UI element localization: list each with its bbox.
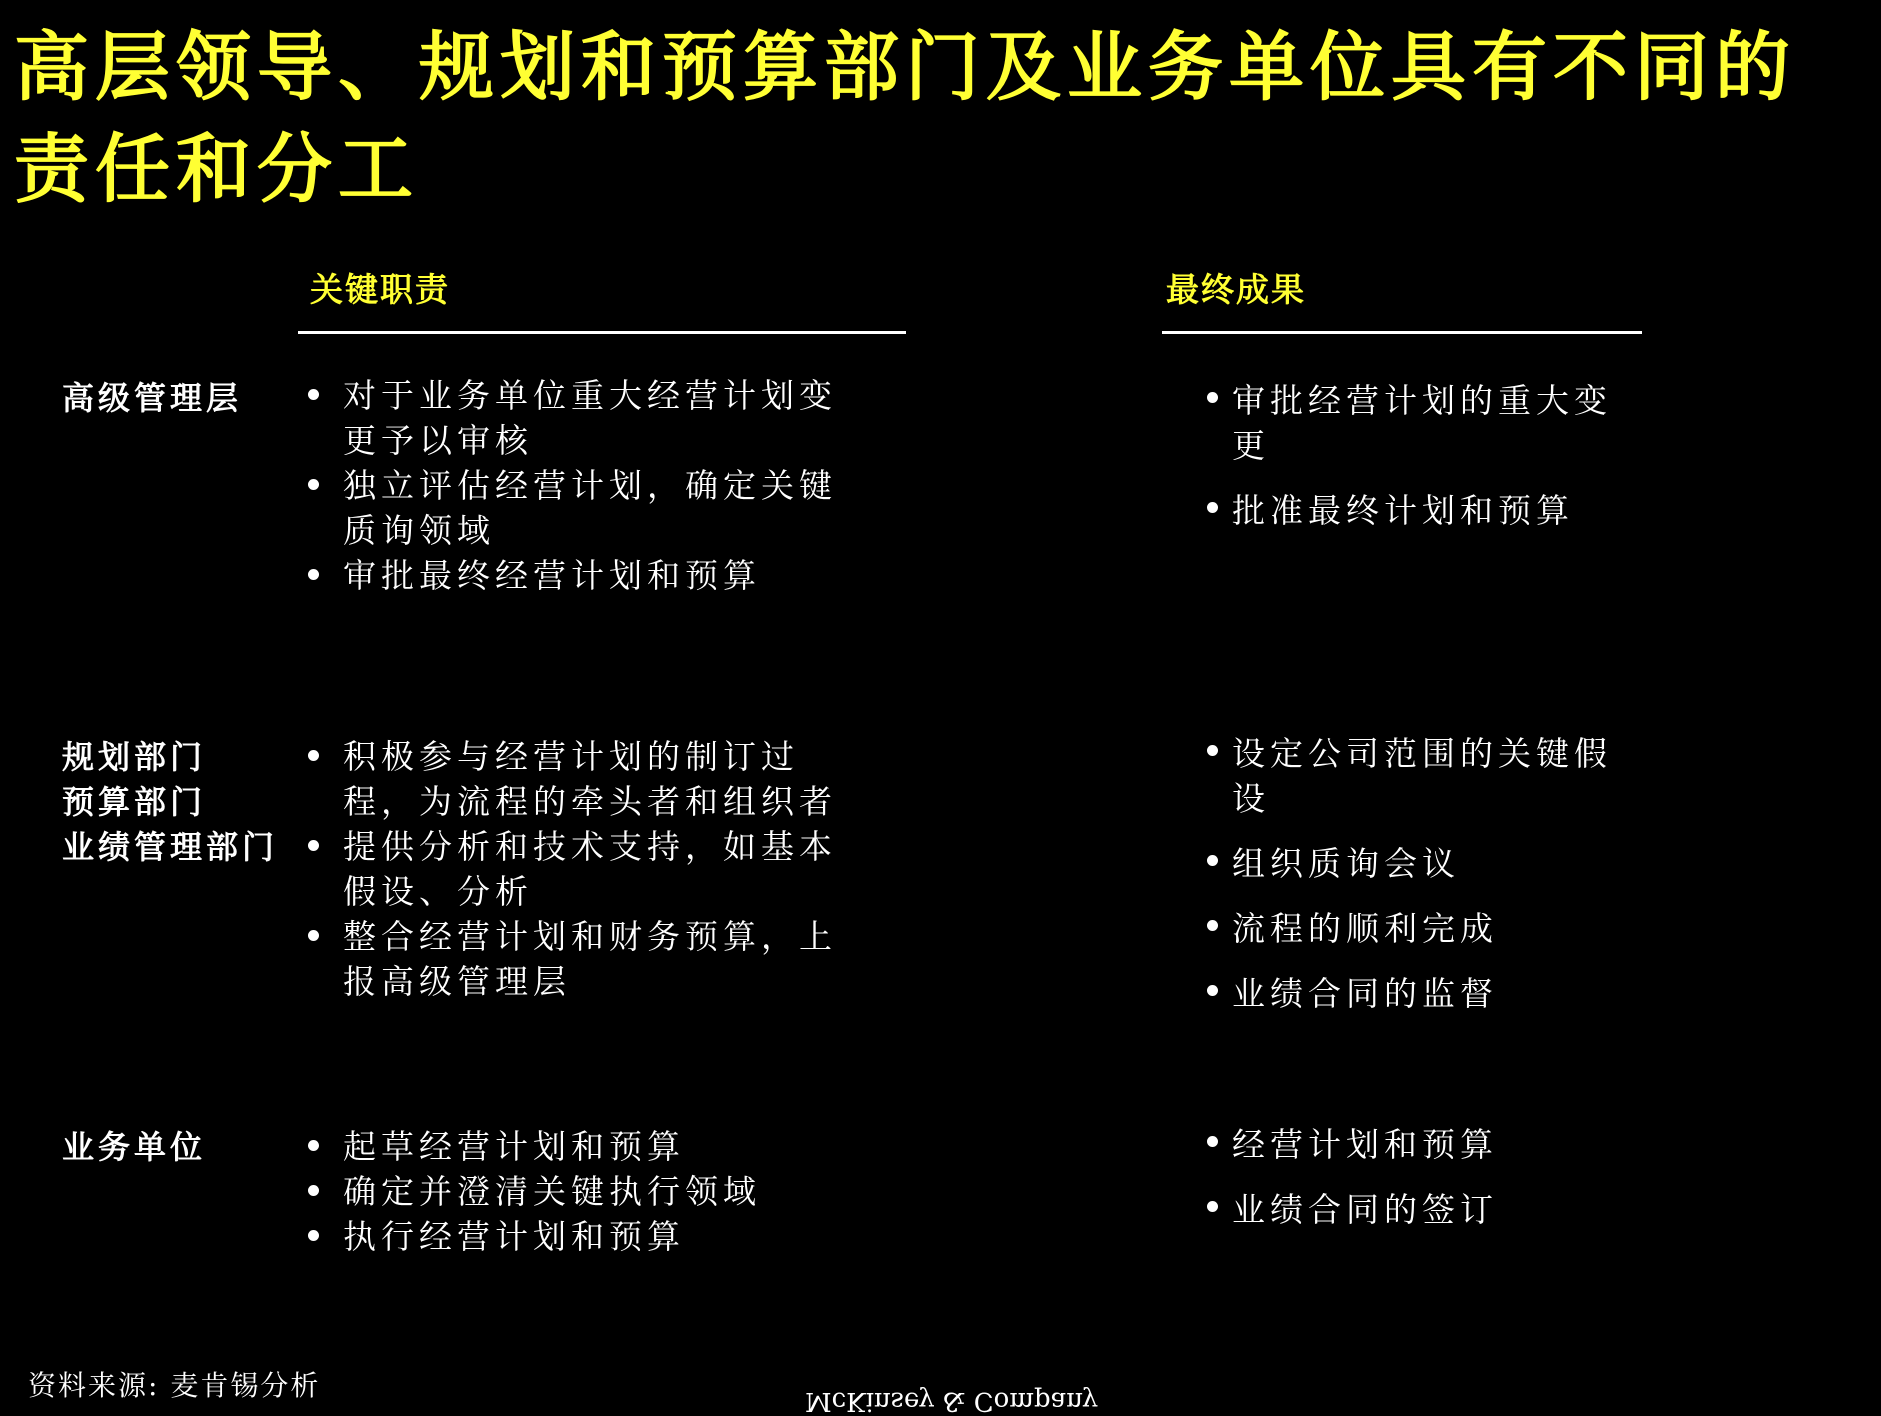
list-item-text: 业绩合同的监督	[1232, 974, 1498, 1013]
list-item	[1201, 731, 1631, 821]
list-item	[305, 914, 865, 1004]
list-item	[305, 1169, 865, 1214]
bullet-icon	[1207, 1201, 1218, 1212]
list-item-text: 起草经营计划和预算	[343, 1127, 685, 1166]
column-header-outcomes: 最终成果	[1166, 270, 1306, 309]
list-item	[305, 373, 865, 463]
company-logo: McKinsey & Company	[805, 1386, 1098, 1416]
list-item	[305, 1214, 865, 1259]
bullet-icon	[1207, 985, 1218, 996]
list-item-text: 业绩合同的签订	[1232, 1190, 1498, 1229]
list-item-text: 流程的顺利完成	[1232, 909, 1498, 948]
row-label-senior-management	[62, 376, 242, 421]
bullet-icon	[308, 389, 319, 400]
list-item-text: 对于业务单位重大经营计划变更予以审核	[343, 376, 837, 460]
bullet-icon	[308, 1185, 319, 1196]
bullet-icon	[308, 750, 319, 761]
row-label-line: 业务单位	[62, 1128, 207, 1166]
responsibilities-list-business-units	[305, 1124, 865, 1259]
column-rule-outcomes	[1162, 331, 1642, 334]
row-label-business-units	[62, 1125, 206, 1170]
bullet-icon	[1207, 392, 1218, 403]
page-title: 高层领导、规划和预算部门及业务单位具有不同的责任和分工	[14, 23, 1797, 213]
bullet-icon	[1207, 502, 1218, 513]
list-item-text: 审批最终经营计划和预算	[343, 556, 761, 595]
list-item-text: 积极参与经营计划的制订过程，为流程的牵头者和组织者	[343, 737, 837, 821]
bullet-icon	[1207, 745, 1218, 756]
list-item-text: 提供分析和技术支持，如基本假设、分析	[343, 827, 837, 911]
list-item	[1201, 1187, 1631, 1232]
outcomes-list-senior-management	[1201, 378, 1631, 553]
row-label-line: 业绩管理部门	[62, 828, 279, 866]
bullet-icon	[308, 930, 319, 941]
list-item	[305, 734, 865, 824]
outcomes-list-business-units	[1201, 1122, 1631, 1252]
bullet-icon	[1207, 855, 1218, 866]
list-item-text: 组织质询会议	[1232, 844, 1460, 883]
bullet-icon	[308, 1140, 319, 1151]
list-item-text: 审批经营计划的重大变更	[1232, 381, 1612, 465]
list-item	[305, 463, 865, 553]
bullet-icon	[1207, 1136, 1218, 1147]
list-item-text: 整合经营计划和财务预算，上报高级管理层	[343, 917, 837, 1001]
list-item	[1201, 1122, 1631, 1167]
list-item-text: 执行经营计划和预算	[343, 1217, 685, 1256]
outcomes-list-planning-budget	[1201, 731, 1631, 1036]
row-label-line: 高级管理层	[62, 379, 243, 417]
column-rule-responsibilities	[298, 331, 906, 334]
row-label-planning-budget	[62, 735, 278, 870]
bullet-icon	[1207, 920, 1218, 931]
list-item	[1201, 488, 1631, 533]
bullet-icon	[308, 1230, 319, 1241]
list-item-text: 批准最终计划和预算	[1232, 491, 1574, 530]
list-item	[305, 553, 865, 598]
source-note: 资料来源: 麦肯锡分析	[28, 1369, 321, 1402]
bullet-icon	[308, 569, 319, 580]
row-label-line: 预算部门	[62, 783, 207, 821]
list-item	[1201, 971, 1631, 1016]
list-item	[305, 1124, 865, 1169]
responsibilities-list-planning-budget	[305, 734, 865, 1004]
bullet-icon	[308, 479, 319, 490]
bullet-icon	[308, 840, 319, 851]
list-item	[305, 824, 865, 914]
row-label-line: 规划部门	[62, 738, 207, 776]
responsibilities-list-senior-management	[305, 373, 865, 598]
column-header-responsibilities: 关键职责	[310, 270, 450, 309]
list-item	[1201, 906, 1631, 951]
list-item-text: 设定公司范围的关键假设	[1232, 734, 1612, 818]
list-item-text: 经营计划和预算	[1232, 1125, 1498, 1164]
list-item-text: 独立评估经营计划，确定关键质询领域	[343, 466, 837, 550]
list-item-text: 确定并澄清关键执行领域	[343, 1172, 761, 1211]
list-item	[1201, 378, 1631, 468]
list-item	[1201, 841, 1631, 886]
